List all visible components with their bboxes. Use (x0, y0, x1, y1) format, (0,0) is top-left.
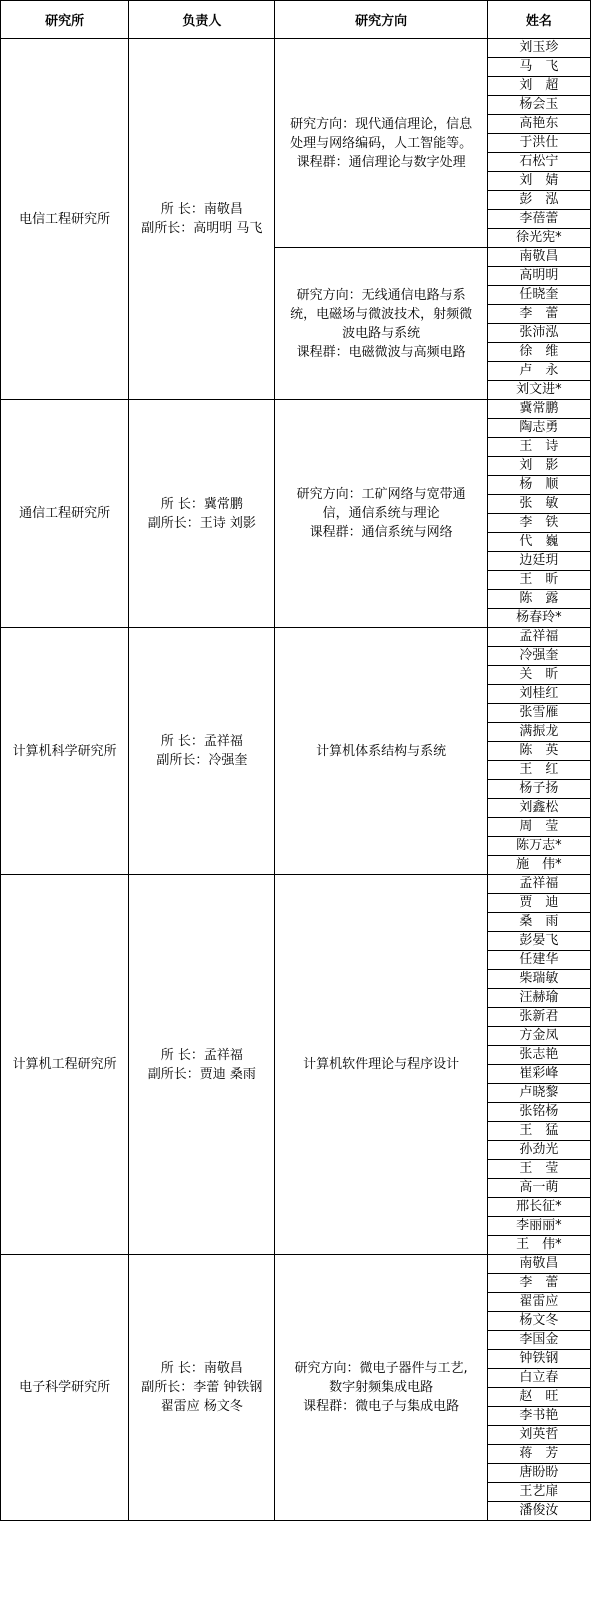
name-cell: 方金凤 (487, 1027, 590, 1046)
name-cell: 刘鑫松 (487, 799, 590, 818)
name-cell: 冀常鹏 (487, 400, 590, 419)
name-cell: 王艺扉 (487, 1483, 590, 1502)
text-line: 课程群：电磁微波与高频电路 (296, 344, 466, 360)
name-cell: 关 昕 (487, 666, 590, 685)
name-cell: 高一萌 (487, 1179, 590, 1198)
text-line: 副所长：李蕾 钟铁钢 (141, 1380, 263, 1395)
institute-cell: 电子科学研究所 (1, 1255, 129, 1521)
name-cell: 杨文冬 (487, 1312, 590, 1331)
name-cell: 杨子扬 (487, 780, 590, 799)
institute-cell: 计算机科学研究所 (1, 628, 129, 875)
name-cell: 孙劲光 (487, 1141, 590, 1160)
name-cell: 王 昕 (487, 571, 590, 590)
name-cell: 柴瑞敏 (487, 970, 590, 989)
text-line: 研究方向：微电子器件与工艺, (294, 1361, 468, 1376)
name-cell: 周 莹 (487, 818, 590, 837)
header-leader: 负责人 (129, 1, 275, 39)
name-cell: 彭 泓 (487, 191, 590, 210)
text-line: 所 长：冀常鹏 (160, 496, 243, 512)
name-cell: 刘玉珍 (487, 39, 590, 58)
name-cell: 李国金 (487, 1331, 590, 1350)
name-cell: 张沛泓 (487, 324, 590, 343)
table-row (1, 39, 591, 58)
text-line: 数字射频集成电路 (329, 1380, 434, 1395)
name-cell: 刘 婧 (487, 172, 590, 191)
name-cell: 李 蕾 (487, 305, 590, 324)
text-line: 课程群：通信理论与数字处理 (296, 154, 466, 170)
name-cell: 蒋 芳 (487, 1445, 590, 1464)
text-line: 所 长：南敬昌 (160, 1361, 243, 1376)
institute-cell: 电信工程研究所 (1, 39, 129, 400)
text-line: 波电路与系统 (342, 325, 421, 341)
text-line: 副所长：冷强奎 (156, 753, 248, 768)
name-cell: 王 诗 (487, 438, 590, 457)
name-cell: 杨春玲* (487, 609, 590, 628)
direction-cell (275, 248, 487, 400)
name-cell: 刘桂红 (487, 685, 590, 704)
header-institute: 研究所 (1, 1, 129, 39)
header-row (1, 1, 591, 39)
name-cell: 马 飞 (487, 58, 590, 77)
leader-cell (129, 39, 275, 400)
name-cell: 陶志勇 (487, 419, 590, 438)
text-line: 研究方向：工矿网络与宽带通 (296, 487, 466, 502)
name-cell: 钟铁钢 (487, 1350, 590, 1369)
name-cell: 王 伟* (487, 1236, 590, 1255)
name-cell: 张新君 (487, 1008, 590, 1027)
text-line: 课程群：微电子与集成电路 (303, 1399, 460, 1414)
name-cell: 汪赫瑜 (487, 989, 590, 1008)
name-cell: 代 巍 (487, 533, 590, 552)
name-cell: 卢 永 (487, 362, 590, 381)
text-line: 信，通信系统与理论 (322, 506, 440, 521)
institute-cell: 计算机工程研究所 (1, 875, 129, 1255)
name-cell: 边廷玥 (487, 552, 590, 571)
name-cell: 孟祥福 (487, 875, 590, 894)
name-cell: 石松宁 (487, 153, 590, 172)
name-cell: 高明明 (487, 267, 590, 286)
text-line: 所 长：孟祥福 (160, 1047, 243, 1063)
table-body (1, 39, 591, 1521)
table-row (1, 875, 591, 894)
text-line: 计算机体系结构与系统 (316, 743, 447, 759)
name-cell: 卢晓黎 (487, 1084, 590, 1103)
name-cell: 刘文进* (487, 381, 590, 400)
name-cell: 翟雷应 (487, 1293, 590, 1312)
name-cell: 任建华 (487, 951, 590, 970)
header-name: 姓名 (487, 1, 590, 39)
name-cell: 李丽丽* (487, 1217, 590, 1236)
name-cell: 陈 英 (487, 742, 590, 761)
name-cell: 张 敏 (487, 495, 590, 514)
institute-cell: 通信工程研究所 (1, 400, 129, 628)
text-line: 副所长：高明明 马飞 (141, 221, 263, 236)
direction-cell (275, 1255, 487, 1521)
name-cell: 任晓奎 (487, 286, 590, 305)
name-cell: 刘 影 (487, 457, 590, 476)
name-cell: 潘俊汝 (487, 1502, 590, 1521)
text-line: 课程群：通信系统与网络 (309, 525, 453, 540)
name-cell: 王 莹 (487, 1160, 590, 1179)
leader-cell (129, 875, 275, 1255)
leader-cell (129, 400, 275, 628)
direction-cell (275, 875, 487, 1255)
table-row (1, 1255, 591, 1274)
header-direction: 研究方向 (275, 1, 487, 39)
name-cell: 白立春 (487, 1369, 590, 1388)
name-cell: 徐 维 (487, 343, 590, 362)
text-line: 处理与网络编码，人工智能等。 (290, 135, 473, 151)
text-line: 所 长：孟祥福 (160, 734, 243, 749)
table-row (1, 400, 591, 419)
direction-cell (275, 400, 487, 628)
name-cell: 彭晏飞 (487, 932, 590, 951)
name-cell: 邢长征* (487, 1198, 590, 1217)
leader-cell (129, 1255, 275, 1521)
name-cell: 施 伟* (487, 856, 590, 875)
name-cell: 冷强奎 (487, 647, 590, 666)
name-cell: 李书艳 (487, 1407, 590, 1426)
table-row (1, 628, 591, 647)
name-cell: 南敬昌 (487, 248, 590, 267)
text-line: 计算机软件理论与程序设计 (303, 1057, 460, 1072)
name-cell: 张志艳 (487, 1046, 590, 1065)
name-cell: 陈万志* (487, 837, 590, 856)
name-cell: 杨 顺 (487, 476, 590, 495)
text-line: 研究方向：无线通信电路与系 (296, 287, 466, 303)
name-cell: 张铭杨 (487, 1103, 590, 1122)
name-cell: 崔彩峰 (487, 1065, 590, 1084)
name-cell: 李 蕾 (487, 1274, 590, 1293)
name-cell: 徐光宪* (487, 229, 590, 248)
name-cell: 陈 露 (487, 590, 590, 609)
leader-cell (129, 628, 275, 875)
direction-cell (275, 39, 487, 248)
name-cell: 李 铁 (487, 514, 590, 533)
name-cell: 南敬昌 (487, 1255, 590, 1274)
text-line: 所 长：南敬昌 (160, 202, 243, 217)
name-cell: 高艳东 (487, 115, 590, 134)
name-cell: 于洪仕 (487, 134, 590, 153)
direction-cell (275, 628, 487, 875)
name-cell: 贾 迪 (487, 894, 590, 913)
name-cell: 唐盼盼 (487, 1464, 590, 1483)
text-line: 翟雷应 杨文冬 (160, 1399, 243, 1414)
text-line: 研究方向：现代通信理论，信息 (290, 116, 473, 132)
name-cell: 王 红 (487, 761, 590, 780)
name-cell: 王 猛 (487, 1122, 590, 1141)
name-cell: 杨会玉 (487, 96, 590, 115)
name-cell: 桑 雨 (487, 913, 590, 932)
text-line: 统，电磁场与微波技术，射频微 (290, 306, 473, 322)
name-cell: 赵 旺 (487, 1388, 590, 1407)
name-cell: 张雪雁 (487, 704, 590, 723)
name-cell: 刘英哲 (487, 1426, 590, 1445)
text-line: 副所长：王诗 刘影 (147, 515, 256, 531)
name-cell: 刘 超 (487, 77, 590, 96)
name-cell: 满振龙 (487, 723, 590, 742)
name-cell: 李蓓蕾 (487, 210, 590, 229)
name-cell: 孟祥福 (487, 628, 590, 647)
text-line: 副所长：贾迪 桑雨 (147, 1066, 256, 1082)
